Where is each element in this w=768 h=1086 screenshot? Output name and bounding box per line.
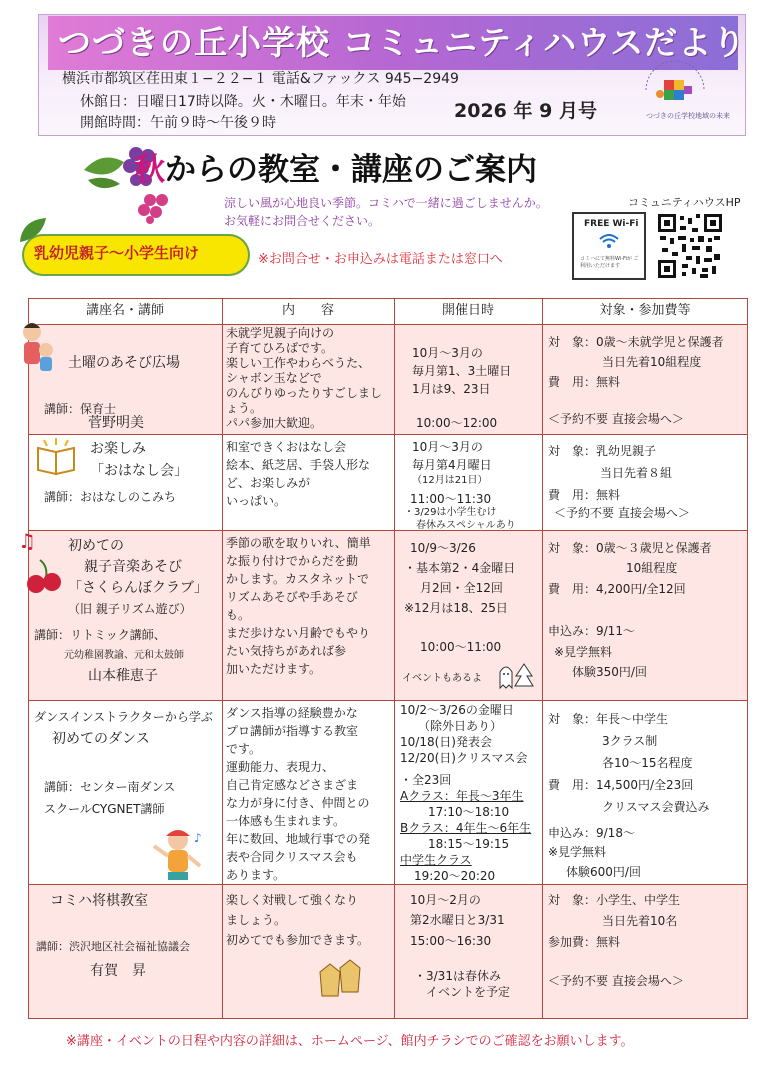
opening-hours: 開館時間：午前９時〜午後９時 (80, 115, 276, 131)
schedule-line: 10/9〜3/26 (410, 541, 476, 555)
wifi-sign (572, 212, 646, 280)
no-reservation-note: ＜予約不要 直接会場へ＞ (554, 506, 690, 520)
schedule-text (412, 344, 511, 398)
class-b-time: 18:15〜19:15 (428, 837, 510, 851)
target-line: 10組程度 (626, 561, 678, 575)
target-line: 費 用：4,200円/全12回 (548, 582, 686, 596)
course-name-line: 親子音楽あそび (84, 559, 182, 575)
target-line: 当日先着10組程度 (602, 355, 702, 369)
class-c-time: 19:20〜20:20 (414, 869, 496, 883)
course-pre-label: ダンスインストラクターから学ぶ (34, 710, 213, 724)
content-line: かします。カスタネットで (226, 572, 370, 586)
content-line: な力が身に付き、仲間との (226, 796, 370, 810)
target-line: 各10〜15名程度 (602, 756, 693, 770)
grid-line (28, 1018, 748, 1019)
teacher-text (44, 776, 175, 820)
target-line: 対 象：乳幼児親子 (548, 444, 657, 458)
content-text (226, 534, 371, 678)
schedule-line: 10/2〜3/26の金曜日 (400, 703, 514, 717)
issue-date: 2026 年 9 月号 (454, 100, 597, 122)
contact-note: ※お問合せ・お申込みは電話または窓口へ (258, 252, 503, 267)
content-line: ょう。 (226, 401, 263, 415)
schedule-line: 第2水曜日と3/31 (410, 913, 505, 927)
target-line: 対 象：0歳〜未就学児と保護者 (548, 335, 724, 349)
grid-line (28, 434, 748, 435)
content-line: あります。 (226, 868, 286, 882)
content-line: ダンス指導の経験豊かな (226, 706, 358, 720)
content-line: です。 (226, 742, 262, 756)
content-line: 子育てひろばです。 (226, 341, 334, 355)
content-line: な振り付けでからだを動 (226, 554, 359, 568)
target-line: 費 用：無料 (548, 375, 621, 389)
schedule-line: 15:00〜16:30 (410, 934, 492, 948)
schedule-line: （除外日あり） (418, 719, 503, 733)
schedule-text (400, 702, 527, 766)
schedule-line: 12/20(日)クリスマス会 (400, 751, 528, 765)
grid-line (747, 298, 748, 1019)
grid-line (28, 530, 748, 531)
content-text (226, 890, 369, 950)
column-header-content: 内 容 (281, 303, 334, 318)
content-text (226, 326, 382, 431)
schedule-time: 10:00〜12:00 (416, 416, 498, 430)
content-line: たい気持ちがあれば参 (226, 644, 347, 658)
no-reservation-note: ＜予約不要 直接会場へ＞ (548, 974, 684, 988)
schedule-text (412, 438, 492, 487)
content-line: いっぱい。 (226, 494, 287, 508)
total-sessions: ・全23回 (400, 773, 452, 787)
grid-line (28, 324, 748, 325)
teacher-name: 講師：おはなしのこみち (44, 490, 177, 504)
course-pre-label: お楽しみ (90, 441, 146, 457)
target-text (548, 708, 710, 818)
wifi-title: FREE Wi-Fi (584, 219, 639, 229)
class-a-label: Aクラス：年長〜3年生 (400, 789, 524, 803)
intro-line-1: 涼しい風が心地良い季節。コミハで一緒に過ごしませんか。 (224, 196, 548, 210)
target-line: 対 象：年長〜中学生 (548, 712, 669, 726)
schedule-line: 10月〜3月の (412, 346, 483, 360)
target-text (548, 890, 680, 953)
teacher-line: 元幼稚園教諭、元和太鼓師 (64, 650, 184, 661)
homepage-label: コミュニティハウスHP (628, 196, 741, 209)
class-schedule (400, 772, 531, 884)
content-line: 運動能力、表現力、 (226, 760, 335, 774)
content-line: 絵本、紙芝居、手袋人形な (226, 458, 371, 472)
target-line: 費 用：無料 (548, 488, 621, 502)
parent-child-illustration (18, 320, 58, 374)
schedule-time: 10:00〜11:00 (420, 640, 502, 654)
spring-special-note (404, 506, 516, 532)
course-name-storytime: 「おはなし会」 (90, 463, 188, 479)
spring-event-note (414, 968, 510, 1000)
music-cherry-illustration (18, 530, 64, 598)
teacher-role: 講師：渋沢地区社会福祉協議会 (36, 940, 190, 953)
schedule-line: ※12月は18、25日 (404, 601, 508, 615)
schedule-text (410, 890, 505, 952)
grid-line (394, 298, 395, 1019)
class-c-label: 中学生クラス (400, 853, 472, 867)
event-note: イベントもあるよ (402, 673, 482, 684)
teacher-name: 有賀 昇 (90, 963, 146, 979)
teacher-line: 講師：リトミック講師、 (34, 628, 166, 642)
dancer-illustration (148, 826, 208, 884)
spring-line: 春休みスペシャルあり (416, 520, 516, 531)
teacher-line: 講師：センター南ダンス (44, 780, 176, 794)
content-line: リズムあそびや手あそび (226, 590, 358, 604)
content-line: 表や合同クリスマス会も (226, 850, 358, 864)
schedule-line: 1月は9、23日 (412, 382, 491, 396)
teacher-name: 菅野明美 (88, 415, 144, 431)
course-name-line: 「さくらんぼクラブ」 (68, 580, 208, 596)
grid-line (28, 298, 29, 1019)
wifi-note: コミハにて無料Wi-Fiが ご利用いただけます (580, 256, 639, 269)
teacher-name: 山本稚恵子 (88, 668, 158, 684)
course-name-dance: 初めてのダンス (52, 731, 150, 747)
no-reservation-note: ＜予約不要 直接会場へ＞ (548, 412, 684, 426)
target-text (548, 538, 712, 600)
footer-note: ※講座・イベントの日程や内容の詳細は、ホームページ、館内チラシでのご確認をお願いします。 (66, 1034, 634, 1049)
target-line: 費 用：14,500円/全23回 (548, 778, 694, 792)
target-line: 当日先着８組 (600, 466, 673, 480)
grid-line (222, 298, 223, 1019)
content-text (226, 704, 370, 884)
course-table (18, 298, 748, 1020)
grid-line (28, 700, 748, 701)
schedule-time: 11:00〜11:30 (410, 492, 492, 506)
application-date: 申込み：9/11〜 (548, 624, 635, 638)
content-line: 未就学児親子向けの (226, 326, 335, 340)
heading-text: からの教室・講座のご案内 (165, 152, 537, 188)
book-illustration (34, 436, 80, 480)
target-text (548, 332, 724, 392)
shogi-piece-illustration (318, 958, 364, 998)
wifi-icon (598, 232, 620, 250)
intro-line-2: お気軽にお問合せください。 (224, 214, 381, 228)
content-line: ましょう。 (226, 913, 287, 927)
ghost-tree-illustration (496, 660, 536, 690)
audience-badge-label: 乳幼児親子〜小学生向け (34, 244, 200, 262)
column-header-target-fee: 対象・参加費等 (599, 303, 691, 318)
grid-line (542, 298, 543, 1019)
target-line: 当日先着10名 (602, 914, 678, 928)
content-text (226, 438, 370, 510)
content-line: パパ参加大歓迎。 (226, 416, 323, 430)
schedule-line: 月2回・全12回 (420, 581, 503, 595)
svg-text:♫: ♫ (18, 530, 36, 553)
spring-line: イベントを予定 (426, 985, 511, 999)
class-b-label: Bクラス：4年生〜6年生 (400, 821, 532, 835)
community-logo (640, 60, 730, 126)
course-name-line: （旧 親子リズム遊び） (68, 602, 192, 616)
content-line: シャボン玉などで (226, 371, 322, 385)
schedule-line: 10月〜3月の (412, 440, 483, 454)
teacher-text (34, 624, 184, 686)
content-line: 楽しい工作やわらべうた、 (226, 356, 371, 370)
target-line: 3クラス制 (602, 734, 658, 748)
content-line: プロ講師が指導する教室 (226, 724, 359, 738)
content-line: のんびりゆったりすごしまし (226, 386, 382, 400)
target-line: 対 象：0歳〜３歳児と保護者 (548, 541, 712, 555)
content-line: 一体感も生まれます。 (226, 814, 346, 828)
content-line: も。 (226, 608, 251, 622)
schedule-line: 10月〜2月の (410, 893, 481, 907)
target-line: 対 象：小学生、中学生 (548, 893, 681, 907)
application-date: 申込み：9/18〜 (548, 826, 635, 840)
content-line: 加いただけます。 (226, 662, 322, 676)
trial-note (548, 842, 641, 882)
course-name-line: 初めての (68, 538, 124, 554)
target-line: 参加費：無料 (548, 935, 621, 949)
spring-line: ・3/29は小学生むけ (404, 507, 497, 518)
teacher-role-text: 講師：保育士 (44, 402, 117, 416)
closed-days: 休館日：日曜日17時以降。火・木曜日。年末・年始 (80, 94, 406, 110)
content-line: 年に数回、地域行事での発 (226, 832, 371, 846)
teacher-line: スクールCYGNET講師 (44, 802, 165, 816)
column-header-schedule: 開催日時 (441, 303, 494, 318)
content-line: 和室できくおはなし会 (226, 440, 347, 454)
course-name-saturday: 土曜のあそび広場 (68, 355, 180, 371)
course-name-shogi: コミハ将棋教室 (50, 893, 148, 909)
schedule-note: （12月は21日） (412, 475, 488, 486)
column-header-course: 講座名・講師 (85, 303, 164, 318)
homepage-qr-code[interactable] (656, 212, 724, 280)
trial-note (554, 642, 647, 682)
content-line: 自己肯定感などさまざま (226, 778, 359, 792)
schedule-line: ・基本第2・4金曜日 (404, 561, 516, 575)
target-line: クリスマス会費込み (602, 800, 710, 814)
content-line: 楽しく対戦して強くなり (226, 893, 359, 907)
grid-line (28, 884, 748, 885)
trial-line: ※見学無料 (554, 645, 613, 659)
schedule-line: 10/18(日)発表会 (400, 735, 492, 749)
newsletter-title: つづきの丘小学校 コミュニティハウスだより (48, 16, 738, 70)
spring-line: ・3/31は春休み (414, 969, 501, 983)
trial-line: 体験600円/回 (566, 865, 641, 879)
content-line: ど、お楽しみが (226, 476, 311, 490)
course-name-cherry-club (68, 536, 208, 620)
trial-line: 体験350円/回 (572, 665, 647, 679)
section-heading (134, 144, 537, 189)
schedule-line: 毎月第1、3土曜日 (412, 364, 512, 378)
schedule-line: 毎月第4月曜日 (412, 458, 492, 472)
content-line: 初めてでも参加できます。 (226, 933, 370, 947)
content-line: まだ歩けない月齢でもやり (226, 626, 371, 640)
heading-accent: 秋 (134, 152, 165, 188)
schedule-text (404, 538, 515, 618)
trial-line: ※見学無料 (548, 845, 607, 859)
target-text (548, 440, 672, 506)
class-a-time: 17:10〜18:10 (428, 805, 510, 819)
logo-caption: つづきの丘学校地域の未来 (646, 112, 730, 120)
address-phone: 横浜市都筑区荏田東１−２２−１ 電話&ファックス 945−2949 (62, 71, 459, 87)
content-line: 季節の歌を取りいれ、簡単 (226, 536, 371, 550)
svg-text:♪: ♪ (194, 831, 202, 845)
leaf-decoration (18, 216, 48, 244)
